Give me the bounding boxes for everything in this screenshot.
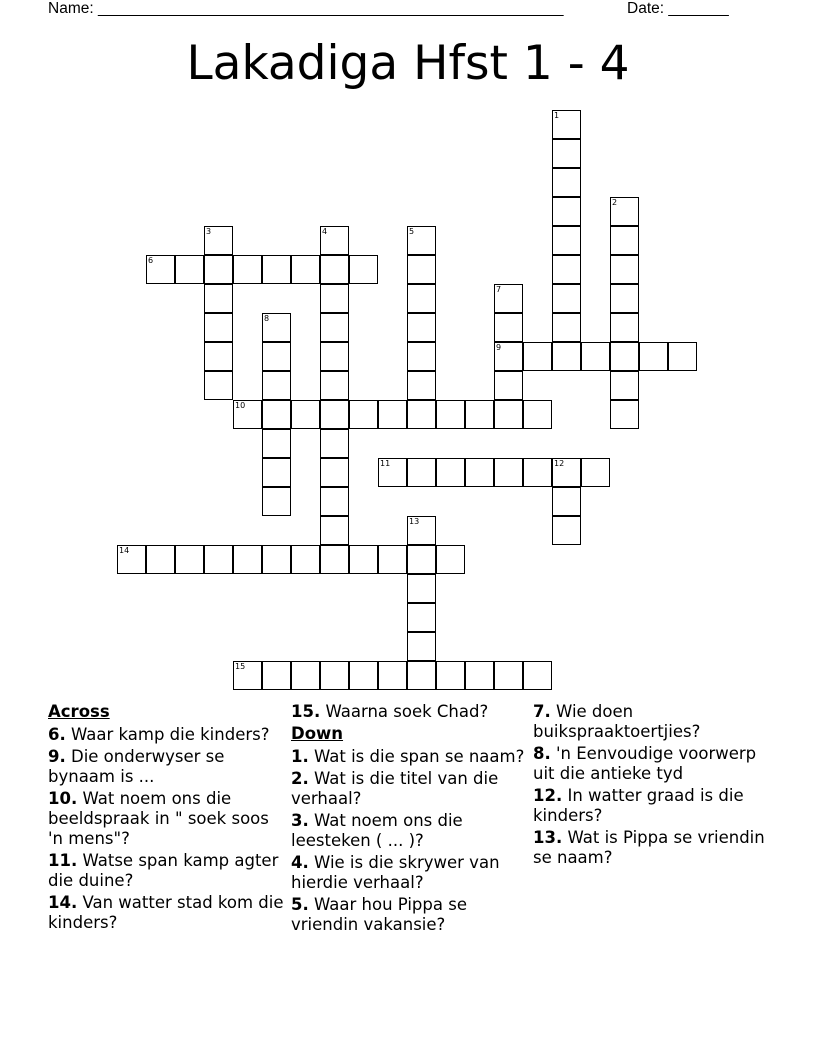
grid-cell[interactable] bbox=[552, 284, 581, 313]
grid-cell[interactable] bbox=[581, 342, 610, 371]
date-field-label: Date: _______ bbox=[627, 0, 729, 17]
grid-cell[interactable] bbox=[668, 342, 697, 371]
grid-cell[interactable] bbox=[552, 255, 581, 284]
grid-cell[interactable] bbox=[523, 458, 552, 487]
grid-cell[interactable] bbox=[407, 603, 436, 632]
clue-down-1: 1. Wat is die span se naam? bbox=[291, 747, 525, 766]
grid-cell[interactable] bbox=[378, 400, 407, 429]
clue-number-1: 1 bbox=[554, 111, 560, 120]
clue-across-9: 9. Die onderwyser se bynaam is ... bbox=[48, 747, 225, 786]
grid-cell[interactable] bbox=[407, 255, 436, 284]
clue-across-11: 11. Watse span kamp agter die duine? bbox=[48, 851, 279, 890]
grid-cell[interactable] bbox=[262, 458, 291, 487]
grid-cell[interactable] bbox=[204, 545, 233, 574]
clue-number-13: 13 bbox=[409, 517, 420, 526]
grid-cell[interactable] bbox=[407, 632, 436, 661]
grid-cell[interactable] bbox=[175, 545, 204, 574]
grid-cell[interactable] bbox=[610, 255, 639, 284]
grid-cell[interactable] bbox=[291, 255, 320, 284]
clue-number-2: 2 bbox=[612, 198, 618, 207]
grid-cell[interactable] bbox=[349, 661, 378, 690]
clues-column-2 bbox=[291, 702, 531, 937]
grid-cell[interactable] bbox=[262, 487, 291, 516]
grid-cell[interactable] bbox=[320, 226, 349, 255]
grid-cell[interactable] bbox=[552, 110, 581, 139]
grid-cell[interactable] bbox=[378, 458, 407, 487]
clue-number-7: 7 bbox=[496, 285, 502, 294]
clue-down-2: 2. Wat is die titel van die verhaal? bbox=[291, 769, 499, 808]
grid-cell[interactable] bbox=[291, 545, 320, 574]
clues-column-1 bbox=[48, 702, 288, 935]
grid-cell[interactable] bbox=[262, 313, 291, 342]
grid-cell[interactable] bbox=[552, 139, 581, 168]
grid-cell[interactable] bbox=[436, 545, 465, 574]
grid-cell[interactable] bbox=[523, 661, 552, 690]
grid-cell[interactable] bbox=[494, 284, 523, 313]
grid-cell[interactable] bbox=[610, 284, 639, 313]
grid-cell[interactable] bbox=[204, 371, 233, 400]
grid-cell[interactable] bbox=[407, 226, 436, 255]
grid-cell[interactable] bbox=[639, 342, 668, 371]
grid-cell[interactable] bbox=[407, 574, 436, 603]
grid-cell[interactable] bbox=[552, 226, 581, 255]
clue-down-7: 7. Wie doen buikspraaktoertjies? bbox=[533, 702, 701, 741]
clue-number-9: 9 bbox=[496, 343, 502, 352]
grid-cell[interactable] bbox=[204, 313, 233, 342]
grid-cell[interactable] bbox=[262, 371, 291, 400]
grid-cell[interactable] bbox=[349, 255, 378, 284]
grid-cell[interactable] bbox=[407, 400, 436, 429]
grid-cell[interactable] bbox=[610, 342, 639, 371]
clue-down-12: 12. In watter graad is die kinders? bbox=[533, 786, 744, 825]
grid-cell[interactable] bbox=[610, 400, 639, 429]
grid-cell[interactable] bbox=[610, 313, 639, 342]
grid-cell[interactable] bbox=[320, 400, 349, 429]
grid-cell[interactable] bbox=[610, 226, 639, 255]
grid-cell[interactable] bbox=[552, 458, 581, 487]
grid-cell[interactable] bbox=[204, 226, 233, 255]
grid-cell[interactable] bbox=[320, 313, 349, 342]
grid-cell[interactable] bbox=[175, 255, 204, 284]
grid-cell[interactable] bbox=[436, 458, 465, 487]
clue-across-15: 15. Waarna soek Chad? bbox=[291, 702, 489, 721]
grid-cell[interactable] bbox=[494, 371, 523, 400]
grid-cell[interactable] bbox=[262, 429, 291, 458]
grid-cell[interactable] bbox=[610, 197, 639, 226]
grid-cell[interactable] bbox=[465, 458, 494, 487]
grid-cell[interactable] bbox=[262, 400, 291, 429]
grid-cell[interactable] bbox=[465, 661, 494, 690]
clue-number-6: 6 bbox=[148, 256, 154, 265]
grid-cell[interactable] bbox=[378, 545, 407, 574]
clue-down-3: 3. Wat noem ons die leesteken ( ... )? bbox=[291, 811, 463, 850]
grid-cell[interactable] bbox=[320, 429, 349, 458]
grid-cell[interactable] bbox=[407, 661, 436, 690]
page-title: Lakadiga Hfst 1 - 4 bbox=[186, 36, 630, 91]
grid-cell[interactable] bbox=[407, 313, 436, 342]
grid-cell[interactable] bbox=[204, 284, 233, 313]
clue-number-4: 4 bbox=[322, 227, 328, 236]
grid-cell[interactable] bbox=[349, 545, 378, 574]
grid-cell[interactable] bbox=[523, 400, 552, 429]
across-heading: Across bbox=[48, 702, 110, 721]
clue-down-8: 8. 'n Eenvoudige voorwerp uit die antieke tyd bbox=[533, 744, 757, 783]
grid-cell[interactable] bbox=[320, 255, 349, 284]
down-heading: Down bbox=[291, 724, 344, 743]
grid-cell[interactable] bbox=[494, 342, 523, 371]
grid-cell[interactable] bbox=[320, 487, 349, 516]
grid-cell[interactable] bbox=[552, 342, 581, 371]
grid-cell[interactable] bbox=[494, 400, 523, 429]
grid-cell[interactable] bbox=[320, 284, 349, 313]
clue-number-11: 11 bbox=[380, 459, 391, 468]
grid-cell[interactable] bbox=[233, 545, 262, 574]
clue-number-14: 14 bbox=[119, 546, 130, 555]
grid-cell[interactable] bbox=[494, 313, 523, 342]
clues-column-3 bbox=[533, 702, 773, 870]
grid-cell[interactable] bbox=[233, 400, 262, 429]
grid-cell[interactable] bbox=[320, 458, 349, 487]
clue-across-6: 6. Waar kamp die kinders? bbox=[48, 725, 270, 744]
grid-cell[interactable] bbox=[552, 487, 581, 516]
clue-number-15: 15 bbox=[235, 662, 246, 671]
grid-cell[interactable] bbox=[552, 313, 581, 342]
clue-across-14: 14. Van watter stad kom die kinders? bbox=[48, 893, 284, 932]
grid-cell[interactable] bbox=[494, 661, 523, 690]
grid-cell[interactable] bbox=[117, 545, 146, 574]
grid-cell[interactable] bbox=[494, 458, 523, 487]
grid-cell[interactable] bbox=[262, 661, 291, 690]
grid-cell[interactable] bbox=[291, 661, 320, 690]
clue-number-3: 3 bbox=[206, 227, 212, 236]
grid-cell[interactable] bbox=[349, 400, 378, 429]
grid-cell[interactable] bbox=[320, 342, 349, 371]
grid-cell[interactable] bbox=[204, 255, 233, 284]
name-field-label: Name: ______________________________________________________ bbox=[48, 0, 564, 17]
grid-cell[interactable] bbox=[262, 255, 291, 284]
grid-cell[interactable] bbox=[407, 284, 436, 313]
grid-cell[interactable] bbox=[320, 371, 349, 400]
clue-number-10: 10 bbox=[235, 401, 246, 410]
grid-cell[interactable] bbox=[523, 342, 552, 371]
grid-cell[interactable] bbox=[378, 661, 407, 690]
grid-cell[interactable] bbox=[465, 400, 494, 429]
grid-cell[interactable] bbox=[436, 661, 465, 690]
clue-number-8: 8 bbox=[264, 314, 270, 323]
grid-cell[interactable] bbox=[407, 516, 436, 545]
clue-down-5: 5. Waar hou Pippa se vriendin vakansie? bbox=[291, 895, 467, 934]
clue-number-5: 5 bbox=[409, 227, 415, 236]
grid-cell[interactable] bbox=[407, 371, 436, 400]
grid-cell[interactable] bbox=[146, 255, 175, 284]
grid-cell[interactable] bbox=[233, 661, 262, 690]
clue-down-13: 13. Wat is Pippa se vriendin se naam? bbox=[533, 828, 765, 867]
grid-cell[interactable] bbox=[407, 545, 436, 574]
grid-cell[interactable] bbox=[204, 342, 233, 371]
grid-cell[interactable] bbox=[233, 255, 262, 284]
grid-cell[interactable] bbox=[407, 342, 436, 371]
grid-cell[interactable] bbox=[320, 516, 349, 545]
grid-cell[interactable] bbox=[552, 516, 581, 545]
grid-cell[interactable] bbox=[320, 545, 349, 574]
grid-cell[interactable] bbox=[262, 342, 291, 371]
header bbox=[48, 0, 748, 20]
clue-down-4: 4. Wie is die skrywer van hierdie verhaal? bbox=[291, 853, 500, 892]
grid-cell[interactable] bbox=[291, 400, 320, 429]
grid-cell[interactable] bbox=[552, 168, 581, 197]
grid-cell[interactable] bbox=[320, 661, 349, 690]
clue-number-12: 12 bbox=[554, 459, 565, 468]
grid-cell[interactable] bbox=[581, 458, 610, 487]
grid-cell[interactable] bbox=[436, 400, 465, 429]
grid-cell[interactable] bbox=[610, 371, 639, 400]
grid-cell[interactable] bbox=[146, 545, 175, 574]
grid-cell[interactable] bbox=[262, 545, 291, 574]
grid-cell[interactable] bbox=[407, 458, 436, 487]
grid-cell[interactable] bbox=[552, 197, 581, 226]
clue-across-10: 10. Wat noem ons die beeldspraak in " soek soos 'n mens"? bbox=[48, 789, 269, 848]
